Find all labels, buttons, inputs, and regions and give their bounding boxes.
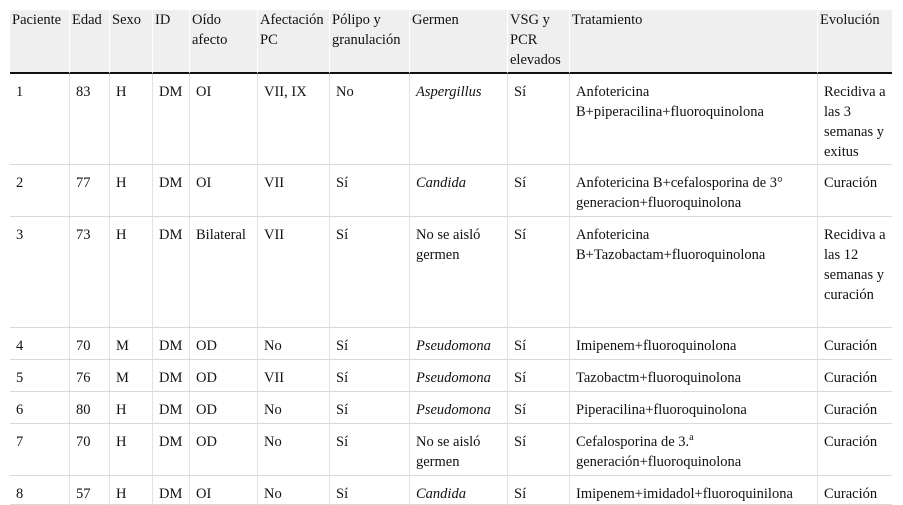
header-id: ID [153,10,190,74]
tratamiento-text-b: generación+fluoroquinolona [576,454,742,470]
cell-tratamiento: Anfotericina B+cefalosporina de 3° generacion+fluoroquinolona [570,165,818,217]
cell-edad: 77 [70,165,110,217]
cell-evolucion: Curación [818,360,892,392]
cell-polipo: No [330,74,410,165]
cell-sexo: H [110,74,153,165]
germen-text: Pseudomona [416,370,491,386]
cell-vsg: Sí [508,74,570,165]
cell-pc: No [258,476,330,505]
cell-vsg: Sí [508,392,570,424]
cell-edad: 70 [70,424,110,476]
cell-polipo: Sí [330,424,410,476]
header-edad: Edad [70,10,110,74]
cell-id: DM [153,74,190,165]
cell-sexo: M [110,328,153,360]
cell-evolucion: Recidiva a las 3 semanas y exitus [818,74,892,165]
cell-pc: VII [258,360,330,392]
cell-edad: 80 [70,392,110,424]
cell-sexo: H [110,476,153,505]
cell-evolucion: Recidiva a las 12 semanas y curación [818,217,892,328]
cell-paciente: 6 [10,392,70,424]
cell-pc: No [258,424,330,476]
cell-id: DM [153,392,190,424]
cell-vsg: Sí [508,328,570,360]
cell-edad: 76 [70,360,110,392]
cell-germen [410,74,508,165]
table-row [10,424,892,476]
cell-vsg: Sí [508,165,570,217]
cell-paciente: 5 [10,360,70,392]
cell-pc: No [258,328,330,360]
cell-polipo: Sí [330,165,410,217]
cell-polipo: Sí [330,476,410,505]
table-header-row [10,10,892,74]
cell-id: DM [153,360,190,392]
header-vsg-pcr: VSG y PCR elevados [508,10,570,74]
table-row [10,165,892,217]
cell-tratamiento: Tazobactm+fluoroquinolona [570,360,818,392]
cell-sexo: H [110,165,153,217]
tratamiento-text-a: Cefalosporina de 3. [576,434,690,450]
header-afectacion-pc: Afectación PC [258,10,330,74]
cell-vsg: Sí [508,476,570,505]
cell-pc: VII [258,165,330,217]
cell-sexo: H [110,424,153,476]
germen-text: Pseudomona [416,402,491,418]
cell-edad: 83 [70,74,110,165]
table-row [10,360,892,392]
header-polipo: Pólipo y granulación [330,10,410,74]
cell-vsg: Sí [508,360,570,392]
cell-germen [410,476,508,505]
cell-id: DM [153,476,190,505]
cell-oido: OI [190,476,258,505]
cell-germen [410,328,508,360]
cell-edad: 70 [70,328,110,360]
cell-edad: 57 [70,476,110,505]
ordinal-superscript: a [689,432,694,443]
germen-text: Candida [416,486,466,502]
patients-table [10,10,892,505]
cell-evolucion: Curación [818,392,892,424]
table-row [10,328,892,360]
cell-tratamiento: Anfotericina B+piperacilina+fluoroquinolona [570,74,818,165]
cell-polipo: Sí [330,328,410,360]
cell-vsg: Sí [508,424,570,476]
germen-text: Candida [416,175,466,191]
cell-germen [410,392,508,424]
header-sexo: Sexo [110,10,153,74]
cell-evolucion: Curación [818,165,892,217]
cell-evolucion: Curación [818,476,892,505]
cell-id: DM [153,328,190,360]
cell-id: DM [153,217,190,328]
cell-sexo: M [110,360,153,392]
cell-paciente: 7 [10,424,70,476]
cell-germen [410,360,508,392]
header-paciente: Paciente [10,10,70,74]
cell-oido: Bilateral [190,217,258,328]
cell-id: DM [153,424,190,476]
cell-tratamiento: Anfotericina B+Tazobactam+fluoroquinolona [570,217,818,328]
cell-oido: OD [190,424,258,476]
table-row [10,74,892,165]
cell-oido: OI [190,165,258,217]
cell-oido: OD [190,360,258,392]
cell-polipo: Sí [330,217,410,328]
germen-text: Pseudomona [416,338,491,354]
cell-id: DM [153,165,190,217]
cell-paciente: 8 [10,476,70,505]
cell-oido: OI [190,74,258,165]
cell-oido: OD [190,328,258,360]
cell-germen [410,165,508,217]
cell-paciente: 1 [10,74,70,165]
cell-sexo: H [110,392,153,424]
germen-text: Aspergillus [416,84,482,100]
cell-pc: VII [258,217,330,328]
cell-tratamiento: Imipenem+fluoroquinolona [570,328,818,360]
cell-tratamiento: Imipenem+imidadol+fluoroquinilona [570,476,818,505]
cell-evolucion: Curación [818,328,892,360]
table-container [10,10,892,505]
header-evolucion: Evolución [818,10,892,74]
cell-germen: No se aisló germen [410,217,508,328]
cell-germen: No se aisló germen [410,424,508,476]
cell-polipo: Sí [330,392,410,424]
cell-vsg: Sí [508,217,570,328]
cell-sexo: H [110,217,153,328]
cell-oido: OD [190,392,258,424]
table-row [10,217,892,328]
header-oido-afecto: Oído afecto [190,10,258,74]
cell-pc: No [258,392,330,424]
cell-tratamiento: Piperacilina+fluoroquinolona [570,392,818,424]
header-germen: Germen [410,10,508,74]
cell-evolucion: Curación [818,424,892,476]
cell-tratamiento [570,424,818,476]
cell-pc: VII, IX [258,74,330,165]
table-row [10,392,892,424]
cell-paciente: 2 [10,165,70,217]
table-row [10,476,892,505]
cell-edad: 73 [70,217,110,328]
header-tratamiento: Tratamiento [570,10,818,74]
cell-paciente: 3 [10,217,70,328]
cell-paciente: 4 [10,328,70,360]
cell-polipo: Sí [330,360,410,392]
